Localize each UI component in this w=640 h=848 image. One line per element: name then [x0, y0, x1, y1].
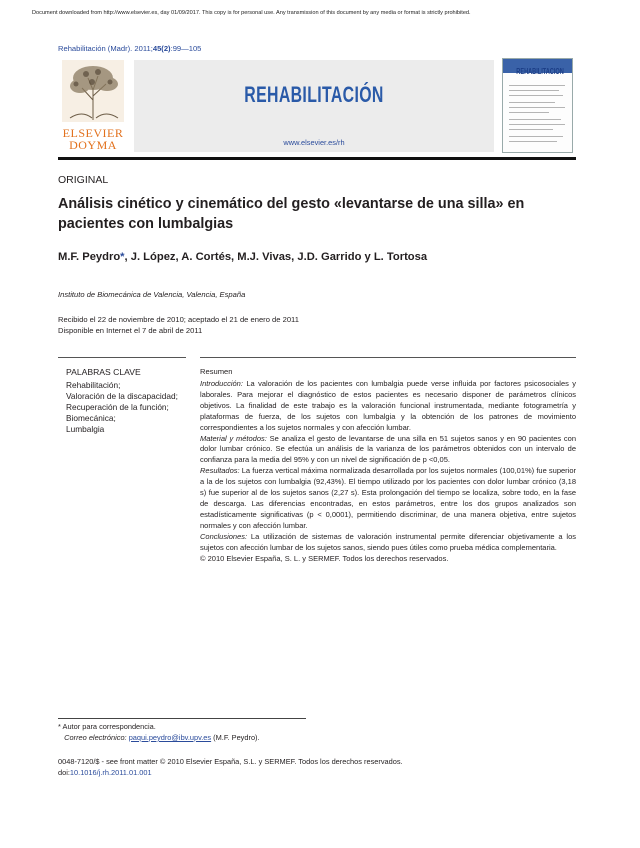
email-label: Correo electrónico:	[64, 733, 127, 742]
citation-issue: (2)	[161, 44, 171, 53]
publisher-line1: ELSEVIER	[62, 126, 124, 140]
publisher-line2: DOYMA	[69, 138, 117, 152]
keyword-item: Rehabilitación;	[66, 380, 121, 390]
cover-text-line	[509, 141, 557, 142]
cover-text-line	[509, 102, 555, 103]
citation-journal: Rehabilitación (Madr). 2011;	[58, 44, 153, 53]
methods-text: Se analiza el gesto de levantarse de una silla en 51 sujetos sanos y en 90 pacientes con dolor lumbar crónico. Se efectúa un análisis de la varianza de los parámetros obtenidos con un intervalo de confianza para la media del 95% y con un nivel de significación de p <0,05.	[200, 433, 576, 465]
keywords-divider	[58, 357, 186, 358]
article-type: ORIGINAL	[58, 174, 109, 186]
other-authors: , J. López, A. Cortés, M.J. Vivas, J.D. Garrido y L. Tortosa	[124, 251, 428, 263]
keyword-list	[66, 380, 181, 435]
cover-text-line	[509, 90, 559, 91]
methods-label: Material y métodos:	[200, 433, 267, 443]
cover-title: REHABILITACION	[516, 67, 564, 76]
footnote	[58, 721, 260, 743]
affiliation: Instituto de Biomecánica de Valencia, Valencia, España	[58, 290, 246, 299]
keyword-item: Recuperación de la función;	[66, 402, 169, 412]
journal-citation[interactable]	[58, 44, 201, 53]
cover-text-line	[509, 112, 549, 113]
email-link[interactable]: paqui.peydro@ibv.upv.es	[128, 733, 212, 742]
abstract-introduction	[200, 379, 576, 434]
abstract-divider	[200, 357, 576, 358]
results-text: La fuerza vertical máxima normalizada desarrollada por los sujetos normales (100,01%) fue superior a la de los sujetos con lumbalgia (92,43%). El tiempo utilizado por los pacientes con dolor lumbar crónico (3,18 s) fue superior al de los sujetos sanos (2,27 s). Esta prolongación del tiempo se localiza, sobre todo, en la fase de descarga. Las diferencias encontradas, en estos parámetros, entre los dos grupos analizados son estadísticamente significativas (p < 0,0001), permitiendo discriminar, de una manera objetiva, entre sujetos normales y con afección lumbar.	[200, 466, 576, 530]
journal-cover-thumbnail	[502, 58, 573, 153]
journal-url[interactable]: www.elsevier.es/rh	[283, 138, 345, 147]
intro-label: Introducción:	[200, 379, 243, 388]
abstract-conclusions	[200, 532, 576, 554]
journal-title: REHABILITACIÓN	[244, 82, 384, 107]
cover-text-line	[509, 136, 563, 137]
email-suffix: (M.F. Peydro).	[211, 733, 260, 742]
results-label: Resultados:	[200, 466, 240, 476]
lead-author: M.F. Peydro	[58, 251, 121, 263]
keywords-title: PALABRAS CLAVE	[66, 367, 141, 377]
cover-text-line	[509, 95, 563, 96]
cover-text-line	[509, 85, 565, 86]
email-line	[58, 732, 260, 743]
elsevier-tree-icon	[62, 60, 124, 122]
citation-volume: 45	[152, 44, 162, 53]
abstract-results	[200, 466, 576, 531]
download-notice: Document downloaded from http://www.elsevier.es, day 01/09/2017. This copy is for personal use. Any transmission of this document by any media or format is strictly prohibited.	[32, 10, 471, 16]
online-date: Disponible en Internet el 7 de abril de 2011	[58, 326, 203, 335]
header-divider	[58, 157, 576, 160]
received-date: Recibido el 22 de noviembre de 2010; aceptado el 21 de enero de 2011	[58, 315, 299, 324]
doi-line	[58, 767, 403, 778]
cover-text-line	[509, 107, 565, 108]
cover-text-line	[509, 129, 553, 130]
doi-link[interactable]: 10.1016/j.rh.2011.01.001	[69, 768, 152, 777]
cover-text-line	[509, 124, 565, 125]
elsevier-logo	[58, 60, 128, 152]
conclusions-label: Conclusiones:	[200, 531, 248, 541]
cover-text-line	[509, 119, 561, 120]
article-dates	[58, 314, 299, 336]
correspondence-note: * Autor para correspondencia.	[58, 722, 156, 731]
intro-text: La valoración de los pacientes con lumbalgia puede verse influida por factores psicosociales y laborales. Para mejorar el diagnóstico de estos pacientes es necesario disponer de parámetros clínicos objetivos. La finalidad de este trabajo es la valoración funcional instrumentada, mediante fotogrametría y plataformas de fuerza, de los sujetos con lumbalgia y la obtención de los patrones de movimiento correspondientes a los sujetos normales y con afección lumbar.	[200, 379, 576, 432]
keyword-item: Valoración de la discapacidad;	[66, 391, 178, 401]
footnote-divider	[58, 718, 306, 719]
article-title: Análisis cinético y cinemático del gesto «levantarse de una silla» en pacientes con lumbalgias	[58, 196, 525, 232]
keyword-item: Biomecánica;	[66, 413, 116, 423]
author-list	[58, 251, 427, 263]
issn-block	[58, 756, 403, 778]
abstract-heading: Resumen	[200, 367, 233, 376]
abstract-copyright: © 2010 Elsevier España, S. L. y SERMEF. Todos los derechos reservados.	[200, 553, 449, 563]
journal-banner	[134, 60, 494, 152]
citation-pages: :99—105	[170, 44, 202, 53]
abstract-body	[200, 379, 576, 564]
corresponding-author-marker[interactable]: *	[120, 251, 125, 263]
abstract-methods	[200, 434, 576, 467]
doi-label: doi:	[58, 768, 70, 777]
conclusions-text: La utilización de sistemas de valoración instrumental permite diferenciar objetivamente a los sujetos con afección lumbar de los sujetos sanos, siendo pues útiles como prueba médica complementaria.	[200, 531, 576, 552]
issn-line: 0048-7120/$ - see front matter © 2010 Elsevier España, S.L. y SERMEF. Todos los derechos reservados.	[58, 757, 403, 766]
keyword-item: Lumbalgia	[66, 424, 105, 434]
